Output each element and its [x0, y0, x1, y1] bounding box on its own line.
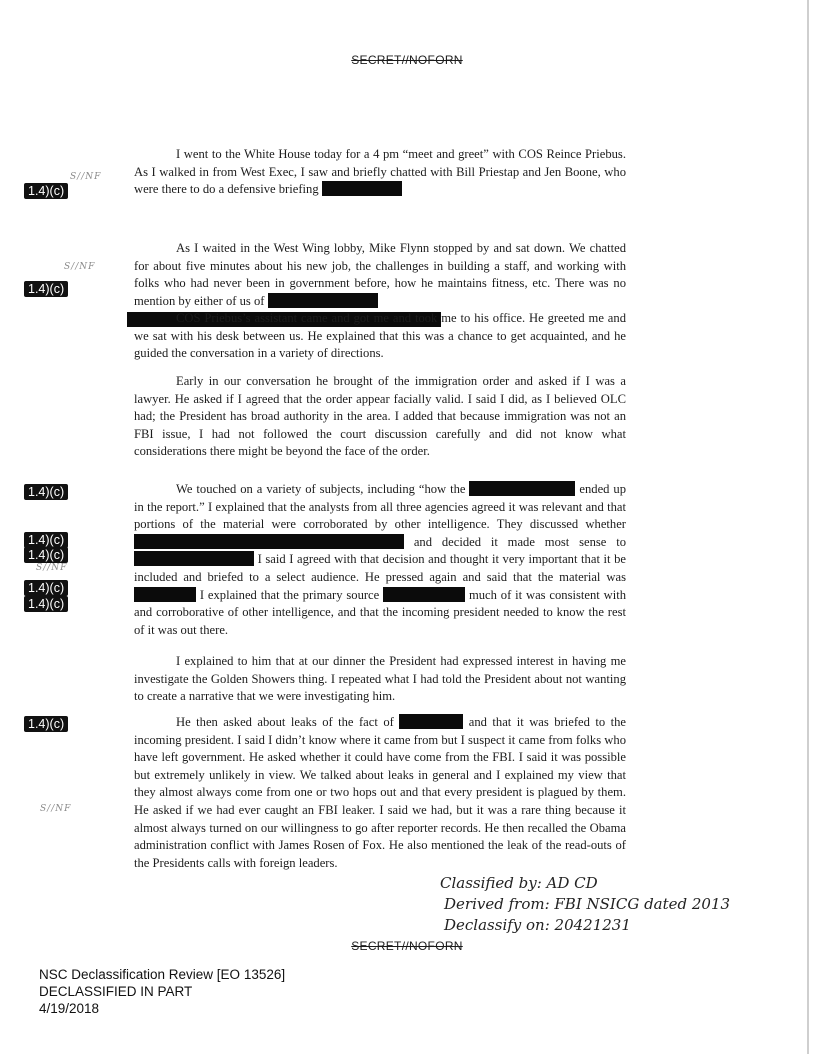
- page-edge-line: [807, 0, 809, 1054]
- paragraph-4-text: Early in our conversation he brought of the immigration order and asked if I was a lawyer. He asked if I agreed that the order appear facially valid. I said I did, as I believed OLC had; the President has broad authority in the area. I added that because immigration was not an FBI issue, I had not followed the court discussion carefully and did not know what considerations there might be beyond the face of the order.: [134, 374, 626, 459]
- margin-mark: S//NF: [36, 563, 68, 573]
- redaction-box: [399, 714, 463, 729]
- paragraph-5-text-f: much of it was consistent with and corroborative of other intelligence, and that the incoming president needed to know the rest of it was out there.: [134, 587, 627, 637]
- paragraph-6: [134, 653, 626, 706]
- paragraph-5: [134, 481, 626, 639]
- exemption-tag: 1.4)(c): [24, 596, 68, 612]
- paragraph-7-text-a: He then asked about leaks of the fact of: [176, 715, 394, 729]
- margin-mark: S//NF: [70, 172, 102, 182]
- redaction-box: [469, 481, 575, 496]
- footer-classification-marking: SECRET//NOFORN: [351, 939, 463, 953]
- paragraph-1-text: I went to the White House today for a 4 pm “meet and greet” with COS Reince Priebus. As I walked in from West Exec, I saw and briefly chatted with Bill Priestap and Jen Boone, who were there to do a defensive briefing: [134, 147, 626, 197]
- redaction-box: [268, 293, 378, 308]
- handwritten-line-declassify-on: Declassify on: 20421231: [444, 916, 631, 934]
- paragraph-1: [134, 146, 626, 199]
- redaction-box: [383, 587, 465, 602]
- paragraph-5-text-c: and decided it made most sense to: [413, 534, 626, 549]
- paragraph-3: [134, 310, 626, 363]
- exemption-tag: 1.4)(c): [24, 716, 68, 732]
- review-line-2: DECLASSIFIED IN PART: [39, 984, 193, 999]
- handwritten-line-derived-from: Derived from: FBI NSICG dated 2013: [444, 895, 731, 913]
- review-line-3: 4/19/2018: [39, 1001, 100, 1016]
- exemption-tag: 1.4)(c): [24, 580, 68, 596]
- redaction-box: [134, 534, 404, 549]
- paragraph-5-text-b: ended up in the report.” I explained that the analysts from all three agencies agreed it was relevant and that portions of the material were corroborated by other intelligence. They discussed whether: [134, 482, 627, 532]
- redaction-box: [134, 551, 254, 566]
- handwritten-classification-block: [440, 873, 800, 936]
- redaction-box: [322, 181, 402, 196]
- margin-mark: S//NF: [64, 262, 96, 272]
- paragraph-3-text: COS Priebus’s assistant came and got me and took me to his office. He greeted me and we sat with his desk between us. He explained that this was a chance to get acquainted, and he guided the conversation in a variety of directions.: [134, 311, 626, 361]
- exemption-tag: 1.4)(c): [24, 183, 68, 199]
- review-line-1: NSC Declassification Review [EO 13526]: [39, 967, 286, 982]
- margin-mark: S//NF: [40, 804, 72, 814]
- paragraph-5-text-a: We touched on a variety of subjects, including “how the: [176, 482, 466, 496]
- exemption-tag: 1.4)(c): [24, 547, 68, 563]
- paragraph-6-text: I explained to him that at our dinner the President had expressed interest in having me investigate the Golden Showers thing. I repeated what I had told the President about not wanting to create a narrative that we were investigating him.: [134, 654, 626, 704]
- handwritten-line-classified-by: Classified by: AD CD: [440, 874, 598, 892]
- exemption-tag: 1.4)(c): [24, 484, 68, 500]
- paragraph-4: [134, 373, 626, 461]
- paragraph-2-text: As I waited in the West Wing lobby, Mike Flynn stopped by and sat down. We chatted for about five minutes about his new job, the challenges in building a staff, and working with folks who had never been in government before, how he maintains fitness, etc. There was no mention by either of us of: [134, 241, 626, 308]
- header-classification-marking: SECRET//NOFORN: [351, 53, 463, 67]
- exemption-tag: 1.4)(c): [24, 532, 68, 548]
- redaction-box: [134, 587, 196, 602]
- declassification-review-stamp: [39, 966, 285, 1017]
- paragraph-5-text-e: I explained that the primary source: [199, 587, 380, 602]
- paragraph-7-text-b: and that it was briefed to the incoming president. I said I didn’t know where it came from but I suspect it came from folks who have left government. He asked whether it could have come from the FBI. I said it was possible but extremely unlikely in view. We talked about leaks in general and I explained my view that they almost always come from one or two hops out and that every president is plagued by them. He asked if we had ever caught an FBI leaker. I said we had, but it was a rare thing because it almost always turned on our willingness to go after reporter records. He then recalled the Obama administration conflict with James Rosen of Fox. He also mentioned the leak of the read-outs of the Presidents calls with foreign leaders.: [134, 715, 626, 870]
- paragraph-5-text-d: I said I agreed with that decision and thought it very important that it be included and briefed to a select audience. He pressed again and said that the material was: [134, 552, 626, 584]
- paragraph-7: [134, 714, 626, 872]
- exemption-tag: 1.4)(c): [24, 281, 68, 297]
